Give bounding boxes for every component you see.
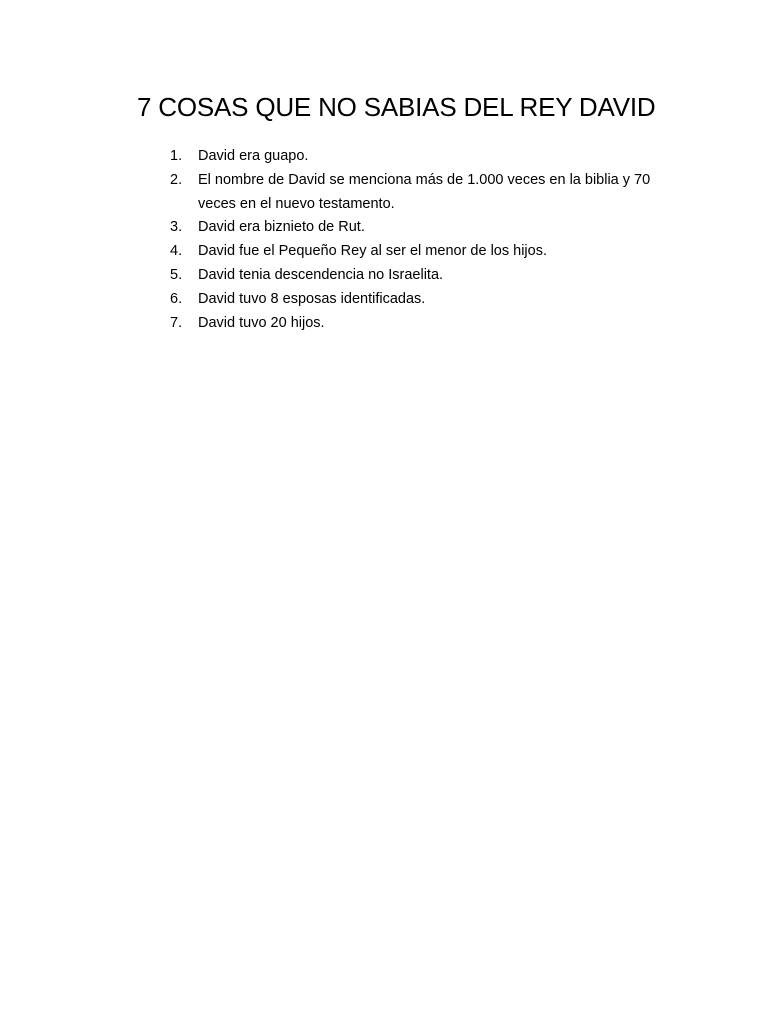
list-item — [170, 264, 670, 288]
list-item-text: David era guapo. — [198, 148, 309, 164]
list-item — [170, 216, 670, 240]
facts-list — [170, 145, 670, 335]
list-item-text: El nombre de David se menciona más de 1.000 veces en la biblia y 70 veces en el nuevo testamento. — [198, 171, 651, 212]
list-item — [170, 169, 670, 217]
list-item-number: 2. — [170, 171, 183, 188]
list-item-number: 5. — [170, 266, 183, 283]
list-item-text: David tuvo 20 hijos. — [198, 314, 325, 331]
list-item-number: 1. — [170, 148, 183, 164]
list-item-text: David tenia descendencia no Israelita. — [198, 266, 444, 283]
list-item — [170, 288, 670, 312]
list-item-number: 3. — [170, 219, 183, 236]
list-item-text: David fue el Pequeño Rey al ser el menor de los hijos. — [198, 243, 547, 260]
list-item-text: David era biznieto de Rut. — [198, 219, 365, 236]
document-title: 7 COSAS QUE NO SABIAS DEL REY DAVID — [137, 92, 656, 122]
list-item — [170, 145, 670, 169]
list-item-number: 6. — [170, 290, 183, 307]
list-item — [170, 240, 670, 264]
list-item-number: 7. — [170, 314, 183, 331]
list-item — [170, 312, 670, 336]
list-item-text: David tuvo 8 esposas identificadas. — [198, 290, 426, 307]
list-item-number: 4. — [170, 243, 183, 260]
